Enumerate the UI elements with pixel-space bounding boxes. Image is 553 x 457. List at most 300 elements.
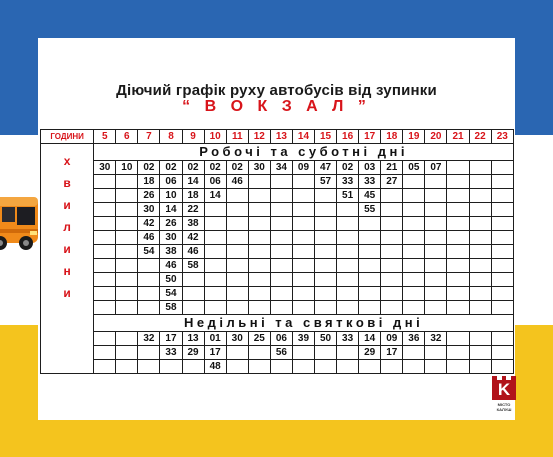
minute-cell: 25 bbox=[248, 332, 270, 346]
minute-cell bbox=[359, 360, 381, 374]
minute-cell bbox=[204, 301, 226, 315]
minute-cell bbox=[182, 287, 204, 301]
holiday-row bbox=[41, 346, 514, 360]
minute-cell: 17 bbox=[204, 346, 226, 360]
minute-cell bbox=[403, 346, 425, 360]
minute-cell: 30 bbox=[94, 161, 116, 175]
minute-cell bbox=[315, 360, 337, 374]
minute-cell bbox=[491, 189, 513, 203]
minute-cell bbox=[359, 217, 381, 231]
minute-cell bbox=[425, 287, 447, 301]
minute-cell bbox=[425, 273, 447, 287]
minute-cell: 26 bbox=[138, 189, 160, 203]
minute-cell bbox=[116, 245, 138, 259]
minute-cell bbox=[116, 273, 138, 287]
minute-cell bbox=[469, 273, 491, 287]
minute-cell: 18 bbox=[182, 189, 204, 203]
minute-cell bbox=[425, 231, 447, 245]
minute-cell bbox=[204, 203, 226, 217]
minute-cell: 45 bbox=[359, 189, 381, 203]
minute-cell: 29 bbox=[182, 346, 204, 360]
minute-cell bbox=[94, 287, 116, 301]
minute-cell bbox=[94, 259, 116, 273]
minute-cell bbox=[337, 231, 359, 245]
minute-cell bbox=[270, 360, 292, 374]
side-letter: л bbox=[63, 220, 71, 234]
minute-cell bbox=[381, 245, 403, 259]
minute-cell: 42 bbox=[182, 231, 204, 245]
minute-cell bbox=[292, 231, 314, 245]
minute-cell bbox=[116, 175, 138, 189]
minute-cell: 10 bbox=[160, 189, 182, 203]
minute-cell: 05 bbox=[403, 161, 425, 175]
minute-cell bbox=[248, 259, 270, 273]
minute-cell bbox=[315, 189, 337, 203]
minute-cell bbox=[138, 360, 160, 374]
minute-cell bbox=[116, 346, 138, 360]
minute-cell bbox=[337, 360, 359, 374]
minute-cell bbox=[226, 217, 248, 231]
hour-cell: 16 bbox=[337, 130, 359, 144]
minute-cell bbox=[469, 189, 491, 203]
minute-cell: 26 bbox=[160, 217, 182, 231]
minute-cell bbox=[447, 175, 469, 189]
minute-cell bbox=[403, 217, 425, 231]
minute-cell bbox=[491, 203, 513, 217]
minute-cell bbox=[182, 360, 204, 374]
minute-cell bbox=[381, 360, 403, 374]
minute-cell: 58 bbox=[160, 301, 182, 315]
minute-cell bbox=[381, 259, 403, 273]
minute-cell bbox=[315, 245, 337, 259]
minute-cell bbox=[248, 287, 270, 301]
minute-cell bbox=[292, 245, 314, 259]
minute-cell: 54 bbox=[138, 245, 160, 259]
minute-cell: 47 bbox=[315, 161, 337, 175]
minute-cell bbox=[403, 189, 425, 203]
minute-cell bbox=[116, 217, 138, 231]
minute-cell bbox=[359, 273, 381, 287]
minute-cell bbox=[270, 217, 292, 231]
minute-cell bbox=[226, 273, 248, 287]
minute-cell bbox=[469, 360, 491, 374]
minute-cell bbox=[359, 259, 381, 273]
minute-cell bbox=[381, 217, 403, 231]
minute-cell bbox=[359, 231, 381, 245]
minute-cell bbox=[403, 245, 425, 259]
minute-cell bbox=[315, 273, 337, 287]
minute-cell: 14 bbox=[204, 189, 226, 203]
side-letter: в bbox=[63, 176, 71, 190]
logo-letter: K bbox=[497, 380, 511, 399]
minute-cell: 55 bbox=[359, 203, 381, 217]
minute-cell bbox=[315, 301, 337, 315]
minute-cell bbox=[491, 332, 513, 346]
minute-cell bbox=[292, 301, 314, 315]
minute-cell: 13 bbox=[182, 332, 204, 346]
minute-cell bbox=[204, 273, 226, 287]
minute-cell bbox=[425, 217, 447, 231]
weekday-section-row bbox=[41, 144, 514, 161]
minute-cell: 10 bbox=[116, 161, 138, 175]
minute-cell bbox=[94, 360, 116, 374]
minute-cell bbox=[94, 231, 116, 245]
minute-cell bbox=[182, 273, 204, 287]
minute-cell bbox=[469, 346, 491, 360]
minute-cell bbox=[94, 301, 116, 315]
minute-cell bbox=[270, 301, 292, 315]
hour-cell: 17 bbox=[359, 130, 381, 144]
hour-cell: 7 bbox=[138, 130, 160, 144]
minute-cell: 01 bbox=[204, 332, 226, 346]
minute-cell bbox=[248, 273, 270, 287]
hour-cell: 8 bbox=[160, 130, 182, 144]
minute-cell bbox=[447, 189, 469, 203]
weekday-row bbox=[41, 175, 514, 189]
minute-cell bbox=[292, 287, 314, 301]
minute-cell: 33 bbox=[359, 175, 381, 189]
minute-cell bbox=[226, 287, 248, 301]
minute-cell bbox=[270, 231, 292, 245]
minute-cell bbox=[226, 203, 248, 217]
minute-cell bbox=[491, 245, 513, 259]
minute-cell bbox=[204, 245, 226, 259]
minute-cell: 09 bbox=[292, 161, 314, 175]
bus-icon bbox=[0, 185, 40, 253]
minute-cell bbox=[292, 346, 314, 360]
minute-cell bbox=[337, 287, 359, 301]
minute-cell bbox=[425, 301, 447, 315]
minute-cell bbox=[491, 346, 513, 360]
minutes-side-label bbox=[41, 144, 94, 374]
minute-cell bbox=[469, 175, 491, 189]
minute-cell bbox=[469, 287, 491, 301]
holiday-section-title: Недільні та святкові дні bbox=[94, 315, 514, 332]
minute-cell: 54 bbox=[160, 287, 182, 301]
minute-cell bbox=[469, 301, 491, 315]
minute-cell bbox=[292, 259, 314, 273]
hour-cell: 10 bbox=[204, 130, 226, 144]
minute-cell bbox=[138, 301, 160, 315]
minute-cell bbox=[337, 273, 359, 287]
minute-cell bbox=[447, 332, 469, 346]
hour-cell: 9 bbox=[182, 130, 204, 144]
minute-cell bbox=[425, 245, 447, 259]
city-logo bbox=[492, 376, 516, 416]
minute-cell bbox=[270, 259, 292, 273]
weekday-row bbox=[41, 203, 514, 217]
minute-cell bbox=[226, 259, 248, 273]
minute-cell: 06 bbox=[270, 332, 292, 346]
minute-cell bbox=[270, 273, 292, 287]
minute-cell bbox=[337, 217, 359, 231]
minute-cell bbox=[403, 203, 425, 217]
minute-cell: 30 bbox=[226, 332, 248, 346]
minute-cell bbox=[270, 287, 292, 301]
minute-cell: 32 bbox=[425, 332, 447, 346]
minute-cell bbox=[359, 287, 381, 301]
minute-cell bbox=[491, 301, 513, 315]
minute-cell: 51 bbox=[337, 189, 359, 203]
minute-cell: 34 bbox=[270, 161, 292, 175]
minute-cell: 36 bbox=[403, 332, 425, 346]
minute-cell: 02 bbox=[204, 161, 226, 175]
minutes-side-letters bbox=[41, 144, 93, 304]
minute-cell bbox=[359, 245, 381, 259]
weekday-row bbox=[41, 287, 514, 301]
hours-header-row bbox=[41, 130, 514, 144]
weekday-row bbox=[41, 245, 514, 259]
minute-cell bbox=[447, 287, 469, 301]
minute-cell bbox=[226, 245, 248, 259]
minute-cell bbox=[248, 346, 270, 360]
minute-cell bbox=[381, 301, 403, 315]
minute-cell bbox=[337, 245, 359, 259]
minute-cell bbox=[248, 175, 270, 189]
minute-cell bbox=[447, 203, 469, 217]
minute-cell bbox=[226, 360, 248, 374]
minute-cell: 09 bbox=[381, 332, 403, 346]
minute-cell bbox=[138, 273, 160, 287]
minute-cell bbox=[292, 189, 314, 203]
minute-cell bbox=[425, 259, 447, 273]
minute-cell bbox=[226, 346, 248, 360]
minute-cell bbox=[116, 259, 138, 273]
minute-cell bbox=[469, 231, 491, 245]
holiday-row bbox=[41, 360, 514, 374]
minute-cell bbox=[469, 259, 491, 273]
minute-cell bbox=[138, 346, 160, 360]
minute-cell bbox=[403, 231, 425, 245]
minute-cell: 07 bbox=[425, 161, 447, 175]
hours-label: ГОДИНИ bbox=[41, 130, 94, 144]
minute-cell: 17 bbox=[381, 346, 403, 360]
hour-cell: 11 bbox=[226, 130, 248, 144]
weekday-row bbox=[41, 273, 514, 287]
hour-cell: 19 bbox=[403, 130, 425, 144]
minute-cell: 38 bbox=[160, 245, 182, 259]
minute-cell bbox=[94, 332, 116, 346]
minute-cell bbox=[94, 203, 116, 217]
minute-cell bbox=[248, 301, 270, 315]
minute-cell bbox=[315, 287, 337, 301]
minute-cell bbox=[94, 217, 116, 231]
minute-cell: 06 bbox=[204, 175, 226, 189]
minute-cell bbox=[94, 245, 116, 259]
logo-caption: МІСТО КАЛУШ bbox=[496, 402, 512, 412]
minute-cell bbox=[425, 189, 447, 203]
minute-cell: 03 bbox=[359, 161, 381, 175]
minute-cell bbox=[116, 287, 138, 301]
minute-cell: 33 bbox=[160, 346, 182, 360]
minute-cell bbox=[292, 203, 314, 217]
hour-cell: 13 bbox=[270, 130, 292, 144]
minute-cell bbox=[315, 231, 337, 245]
minute-cell: 14 bbox=[160, 203, 182, 217]
minute-cell bbox=[447, 273, 469, 287]
minute-cell bbox=[403, 175, 425, 189]
minute-cell: 17 bbox=[160, 332, 182, 346]
minute-cell: 02 bbox=[337, 161, 359, 175]
minute-cell bbox=[469, 332, 491, 346]
side-letter: х bbox=[63, 154, 71, 168]
minute-cell bbox=[425, 175, 447, 189]
minute-cell: 57 bbox=[315, 175, 337, 189]
minute-cell bbox=[491, 259, 513, 273]
weekday-row bbox=[41, 217, 514, 231]
minute-cell bbox=[381, 231, 403, 245]
hour-cell: 5 bbox=[94, 130, 116, 144]
minute-cell bbox=[425, 360, 447, 374]
minute-cell bbox=[403, 259, 425, 273]
holiday-row bbox=[41, 332, 514, 346]
minute-cell: 42 bbox=[138, 217, 160, 231]
minute-cell bbox=[204, 231, 226, 245]
weekday-section-title: Робочі та суботні дні bbox=[94, 144, 514, 161]
minute-cell bbox=[425, 346, 447, 360]
minute-cell bbox=[94, 175, 116, 189]
minute-cell bbox=[248, 360, 270, 374]
minute-cell bbox=[270, 189, 292, 203]
minute-cell: 22 bbox=[182, 203, 204, 217]
minute-cell: 50 bbox=[160, 273, 182, 287]
minute-cell bbox=[226, 189, 248, 203]
minute-cell bbox=[116, 203, 138, 217]
minute-cell bbox=[359, 301, 381, 315]
minute-cell bbox=[469, 161, 491, 175]
minute-cell bbox=[292, 273, 314, 287]
minute-cell bbox=[204, 217, 226, 231]
hour-cell: 15 bbox=[315, 130, 337, 144]
hour-cell: 6 bbox=[116, 130, 138, 144]
minute-cell bbox=[447, 217, 469, 231]
minute-cell bbox=[248, 245, 270, 259]
side-letter: н bbox=[63, 264, 71, 278]
minute-cell bbox=[447, 301, 469, 315]
minute-cell bbox=[292, 175, 314, 189]
minute-cell bbox=[248, 203, 270, 217]
minute-cell bbox=[94, 189, 116, 203]
minute-cell bbox=[491, 161, 513, 175]
minute-cell: 02 bbox=[160, 161, 182, 175]
logo-mark bbox=[492, 376, 516, 400]
minute-cell bbox=[403, 360, 425, 374]
weekday-row bbox=[41, 259, 514, 273]
weekday-row bbox=[41, 161, 514, 175]
side-letter: и bbox=[63, 198, 71, 212]
minute-cell: 46 bbox=[138, 231, 160, 245]
minute-cell bbox=[447, 360, 469, 374]
minute-cell bbox=[447, 259, 469, 273]
hour-cell: 12 bbox=[248, 130, 270, 144]
minute-cell bbox=[381, 273, 403, 287]
minute-cell bbox=[315, 346, 337, 360]
minute-cell bbox=[270, 203, 292, 217]
minute-cell bbox=[204, 287, 226, 301]
minute-cell bbox=[337, 301, 359, 315]
minute-cell: 46 bbox=[160, 259, 182, 273]
minute-cell: 14 bbox=[182, 175, 204, 189]
minute-cell bbox=[381, 203, 403, 217]
minute-cell bbox=[447, 346, 469, 360]
minute-cell: 33 bbox=[337, 175, 359, 189]
minute-cell: 46 bbox=[226, 175, 248, 189]
minute-cell: 27 bbox=[381, 175, 403, 189]
minute-cell bbox=[337, 203, 359, 217]
minute-cell bbox=[315, 203, 337, 217]
minute-cell bbox=[491, 273, 513, 287]
minute-cell bbox=[403, 301, 425, 315]
minute-cell bbox=[292, 360, 314, 374]
minute-cell bbox=[447, 245, 469, 259]
minute-cell bbox=[469, 217, 491, 231]
minute-cell bbox=[337, 259, 359, 273]
minute-cell: 18 bbox=[138, 175, 160, 189]
minute-cell: 21 bbox=[381, 161, 403, 175]
minute-cell: 50 bbox=[315, 332, 337, 346]
hour-cell: 18 bbox=[381, 130, 403, 144]
minute-cell bbox=[381, 287, 403, 301]
weekday-row bbox=[41, 301, 514, 315]
minute-cell bbox=[425, 203, 447, 217]
bus-schedule-table bbox=[40, 129, 514, 374]
minute-cell: 30 bbox=[138, 203, 160, 217]
minute-cell: 56 bbox=[270, 346, 292, 360]
side-letter: и bbox=[63, 242, 71, 256]
minute-cell bbox=[248, 217, 270, 231]
minute-cell bbox=[182, 301, 204, 315]
page-title: Діючий графік руху автобусів від зупинки bbox=[116, 82, 437, 99]
minute-cell bbox=[491, 175, 513, 189]
minute-cell bbox=[447, 161, 469, 175]
hour-cell: 21 bbox=[447, 130, 469, 144]
side-letter: и bbox=[63, 286, 71, 300]
minute-cell: 38 bbox=[182, 217, 204, 231]
minute-cell: 14 bbox=[359, 332, 381, 346]
minute-cell bbox=[315, 259, 337, 273]
minute-cell bbox=[116, 332, 138, 346]
minute-cell bbox=[381, 189, 403, 203]
weekday-row bbox=[41, 231, 514, 245]
hour-cell: 23 bbox=[491, 130, 513, 144]
minute-cell: 39 bbox=[292, 332, 314, 346]
minute-cell: 02 bbox=[182, 161, 204, 175]
stop-name: “ В О К З А Л ” bbox=[182, 98, 371, 115]
minute-cell bbox=[226, 231, 248, 245]
minute-cell: 30 bbox=[160, 231, 182, 245]
minute-cell bbox=[315, 217, 337, 231]
minute-cell bbox=[138, 259, 160, 273]
minute-cell bbox=[403, 287, 425, 301]
minute-cell: 58 bbox=[182, 259, 204, 273]
weekday-row bbox=[41, 189, 514, 203]
minute-cell bbox=[491, 231, 513, 245]
minute-cell: 46 bbox=[182, 245, 204, 259]
minute-cell: 30 bbox=[248, 161, 270, 175]
minute-cell bbox=[337, 346, 359, 360]
minute-cell: 29 bbox=[359, 346, 381, 360]
minute-cell bbox=[469, 245, 491, 259]
minute-cell: 33 bbox=[337, 332, 359, 346]
minute-cell bbox=[116, 301, 138, 315]
minute-cell bbox=[491, 287, 513, 301]
minute-cell: 48 bbox=[204, 360, 226, 374]
hour-cell: 22 bbox=[469, 130, 491, 144]
minute-cell bbox=[248, 231, 270, 245]
minute-cell bbox=[270, 245, 292, 259]
minute-cell: 32 bbox=[138, 332, 160, 346]
minute-cell bbox=[226, 301, 248, 315]
